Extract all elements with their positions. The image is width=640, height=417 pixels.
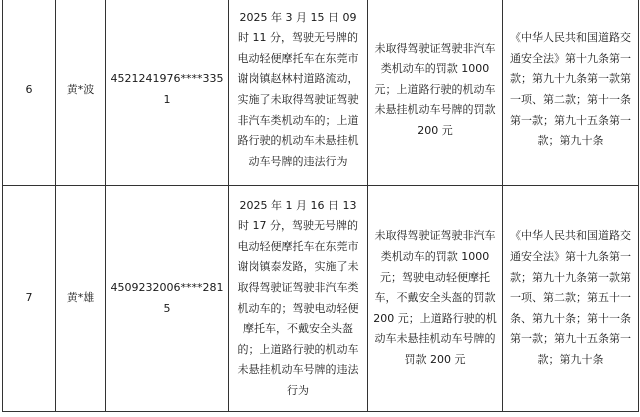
- penalty-table: [2, 0, 639, 412]
- person-name: 黄*雄: [56, 186, 106, 412]
- table-row: [3, 186, 639, 412]
- id-number: 4521241976****3351: [106, 0, 229, 186]
- row-index: 6: [3, 0, 56, 186]
- violation-facts: 2025 年 3 月 15 日 09 时 11 分，驾驶无号牌的电动轻便摩托车在东莞市谢岗镇赵林村道路流动，实施了未取得驾驶证驾驶非汽车类机动车的；上道路行驶的机动车未悬挂机动车号牌的违法行为: [229, 0, 368, 186]
- table-row: [3, 0, 639, 186]
- legal-basis: 《中华人民共和国道路交通安全法》第十九条第一款；第九十九条第一款第一项、第二款；第十一条第一款；第九十五条第一款；第九十条: [503, 0, 639, 186]
- row-index: 7: [3, 186, 56, 412]
- id-number: 4509232006****2815: [106, 186, 229, 412]
- penalty-content: 未取得驾驶证驾驶非汽车类机动车的罚款 1000 元；驾驶电动轻便摩托车，不戴安全头盔的罚款 200 元；上道路行驶的机动车未悬挂机动车号牌的罚款 200 元: [368, 186, 503, 412]
- penalty-content: 未取得驾驶证驾驶非汽车类机动车的罚款 1000 元；上道路行驶的机动车未悬挂机动车号牌的罚款 200 元: [368, 0, 503, 186]
- legal-basis: 《中华人民共和国道路交通安全法》第十九条第一款；第九十九条第一款第一项、第二款；第五十一条、第九十条；第十一条第一款；第九十五条第一款；第九十条: [503, 186, 639, 412]
- person-name: 黄*波: [56, 0, 106, 186]
- violation-facts: 2025 年 1 月 16 日 13 时 17 分，驾驶无号牌的电动轻便摩托车在东莞市谢岗镇泰发路，实施了未取得驾驶证驾驶非汽车类机动车的；驾驶电动轻便摩托车，不戴安全头盔的；上道路行驶的机动车未悬挂机动车号牌的违法行为: [229, 186, 368, 412]
